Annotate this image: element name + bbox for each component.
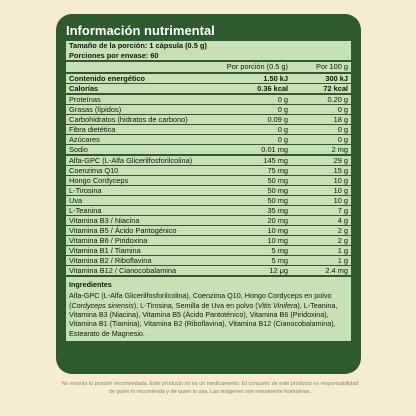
- serving-size: Tamaño de la porción: 1 cápsula (0.5 g): [69, 41, 207, 51]
- ingredients-heading: Ingredientes: [69, 279, 112, 289]
- actives-section: [66, 156, 351, 277]
- energy-row: Contenido energético 1.50 kJ 300 kJ: [66, 74, 351, 84]
- nutrient-row: Sodio 0.01 mg 2 mg: [69, 144, 348, 154]
- nutrients-section: [66, 95, 351, 156]
- nutrition-facts-card: [56, 14, 361, 374]
- nutrition-panel: [66, 41, 351, 341]
- serving-section: [66, 41, 351, 62]
- active-row: Vitamina B1 / Tiamina 5 mg 1 g: [66, 246, 351, 256]
- active-row: Alfa-GPC (L-Alfa Glicerilfosforilcolina) 145 mg 29 g: [66, 156, 351, 166]
- active-row: Vitamina B2 / Riboflavina 5 mg 1 g: [66, 256, 351, 266]
- active-row: Hongo Cordyceps 50 mg 10 g: [66, 176, 351, 186]
- servings-per-container: Porciones por envase: 60: [69, 50, 159, 60]
- energy-section: [66, 74, 351, 95]
- active-row: Vitamina B5 / Ácido Pantogénico 10 mg 2 g: [66, 226, 351, 236]
- active-row: Vitamina B12 / Cianocobalamina 12 μg 2.4 mg: [69, 265, 348, 275]
- column-headers: [66, 62, 351, 72]
- disclaimer-text: No exceda la porción recomendada. Este producto no es un medicamento. El consumo de este producto es responsabilidad de quien lo recomienda y de quien lo usa. Las imágenes son meramente ilustrativas.: [61, 381, 359, 395]
- nutrient-row: Fibra dietética 0 g 0 g: [66, 125, 351, 135]
- active-row: Coenzima Q10 75 mg 15 g: [66, 166, 351, 176]
- nutrient-row: Proteínas 0 g 0.20 g: [66, 95, 351, 105]
- nutrient-row: Carbohidratos (hidratos de carbono) 0.09 g 18 g: [66, 115, 351, 125]
- nutrient-row: Grasas (lípidos) 0 g 0 g: [66, 105, 351, 115]
- active-row: L-Tirosina 50 mg 10 g: [66, 186, 351, 196]
- nutrition-title: Información nutrimental: [66, 23, 215, 38]
- active-row: Uva 50 mg 10 g: [66, 196, 351, 206]
- per-serving-header: Por porción (0.5 g): [226, 62, 288, 72]
- active-row: Vitamina B3 / Niacina 20 mg 4 g: [66, 216, 351, 226]
- ingredients-section: [66, 277, 351, 341]
- active-row: L-Teanina 35 mg 7 g: [66, 206, 351, 216]
- nutrient-row: Azúcares 0 g 0 g: [66, 135, 351, 145]
- calories-row: Calorías 0.36 kcal 72 kcal: [69, 83, 348, 93]
- per-100g-header: Por 100 g: [315, 62, 348, 72]
- ingredients-text: Alfa-GPC (L-Alfa Glicerilfosforilcolina), Coenzima Q10, Hongo Cordyceps en polvo (Cordyceps sinensis), L-Tirosina, Semilla de Uva en polvo (Vitis Vinifera), L-Teanina, Vitamina B3 (Niacina), Vitamina B5 (Ácido Pantoténico), Vitamina B6 (Piridoxina), Vitamina B1 (Tiamina), Vitamina B2 (Riboflavina), Vitamina B12 (Cianocobalamina), Estearato de Magnesio.: [69, 291, 338, 338]
- column-header-section: [66, 62, 351, 74]
- active-row: Vitamina B6 / Piridoxina 10 mg 2 g: [66, 236, 351, 246]
